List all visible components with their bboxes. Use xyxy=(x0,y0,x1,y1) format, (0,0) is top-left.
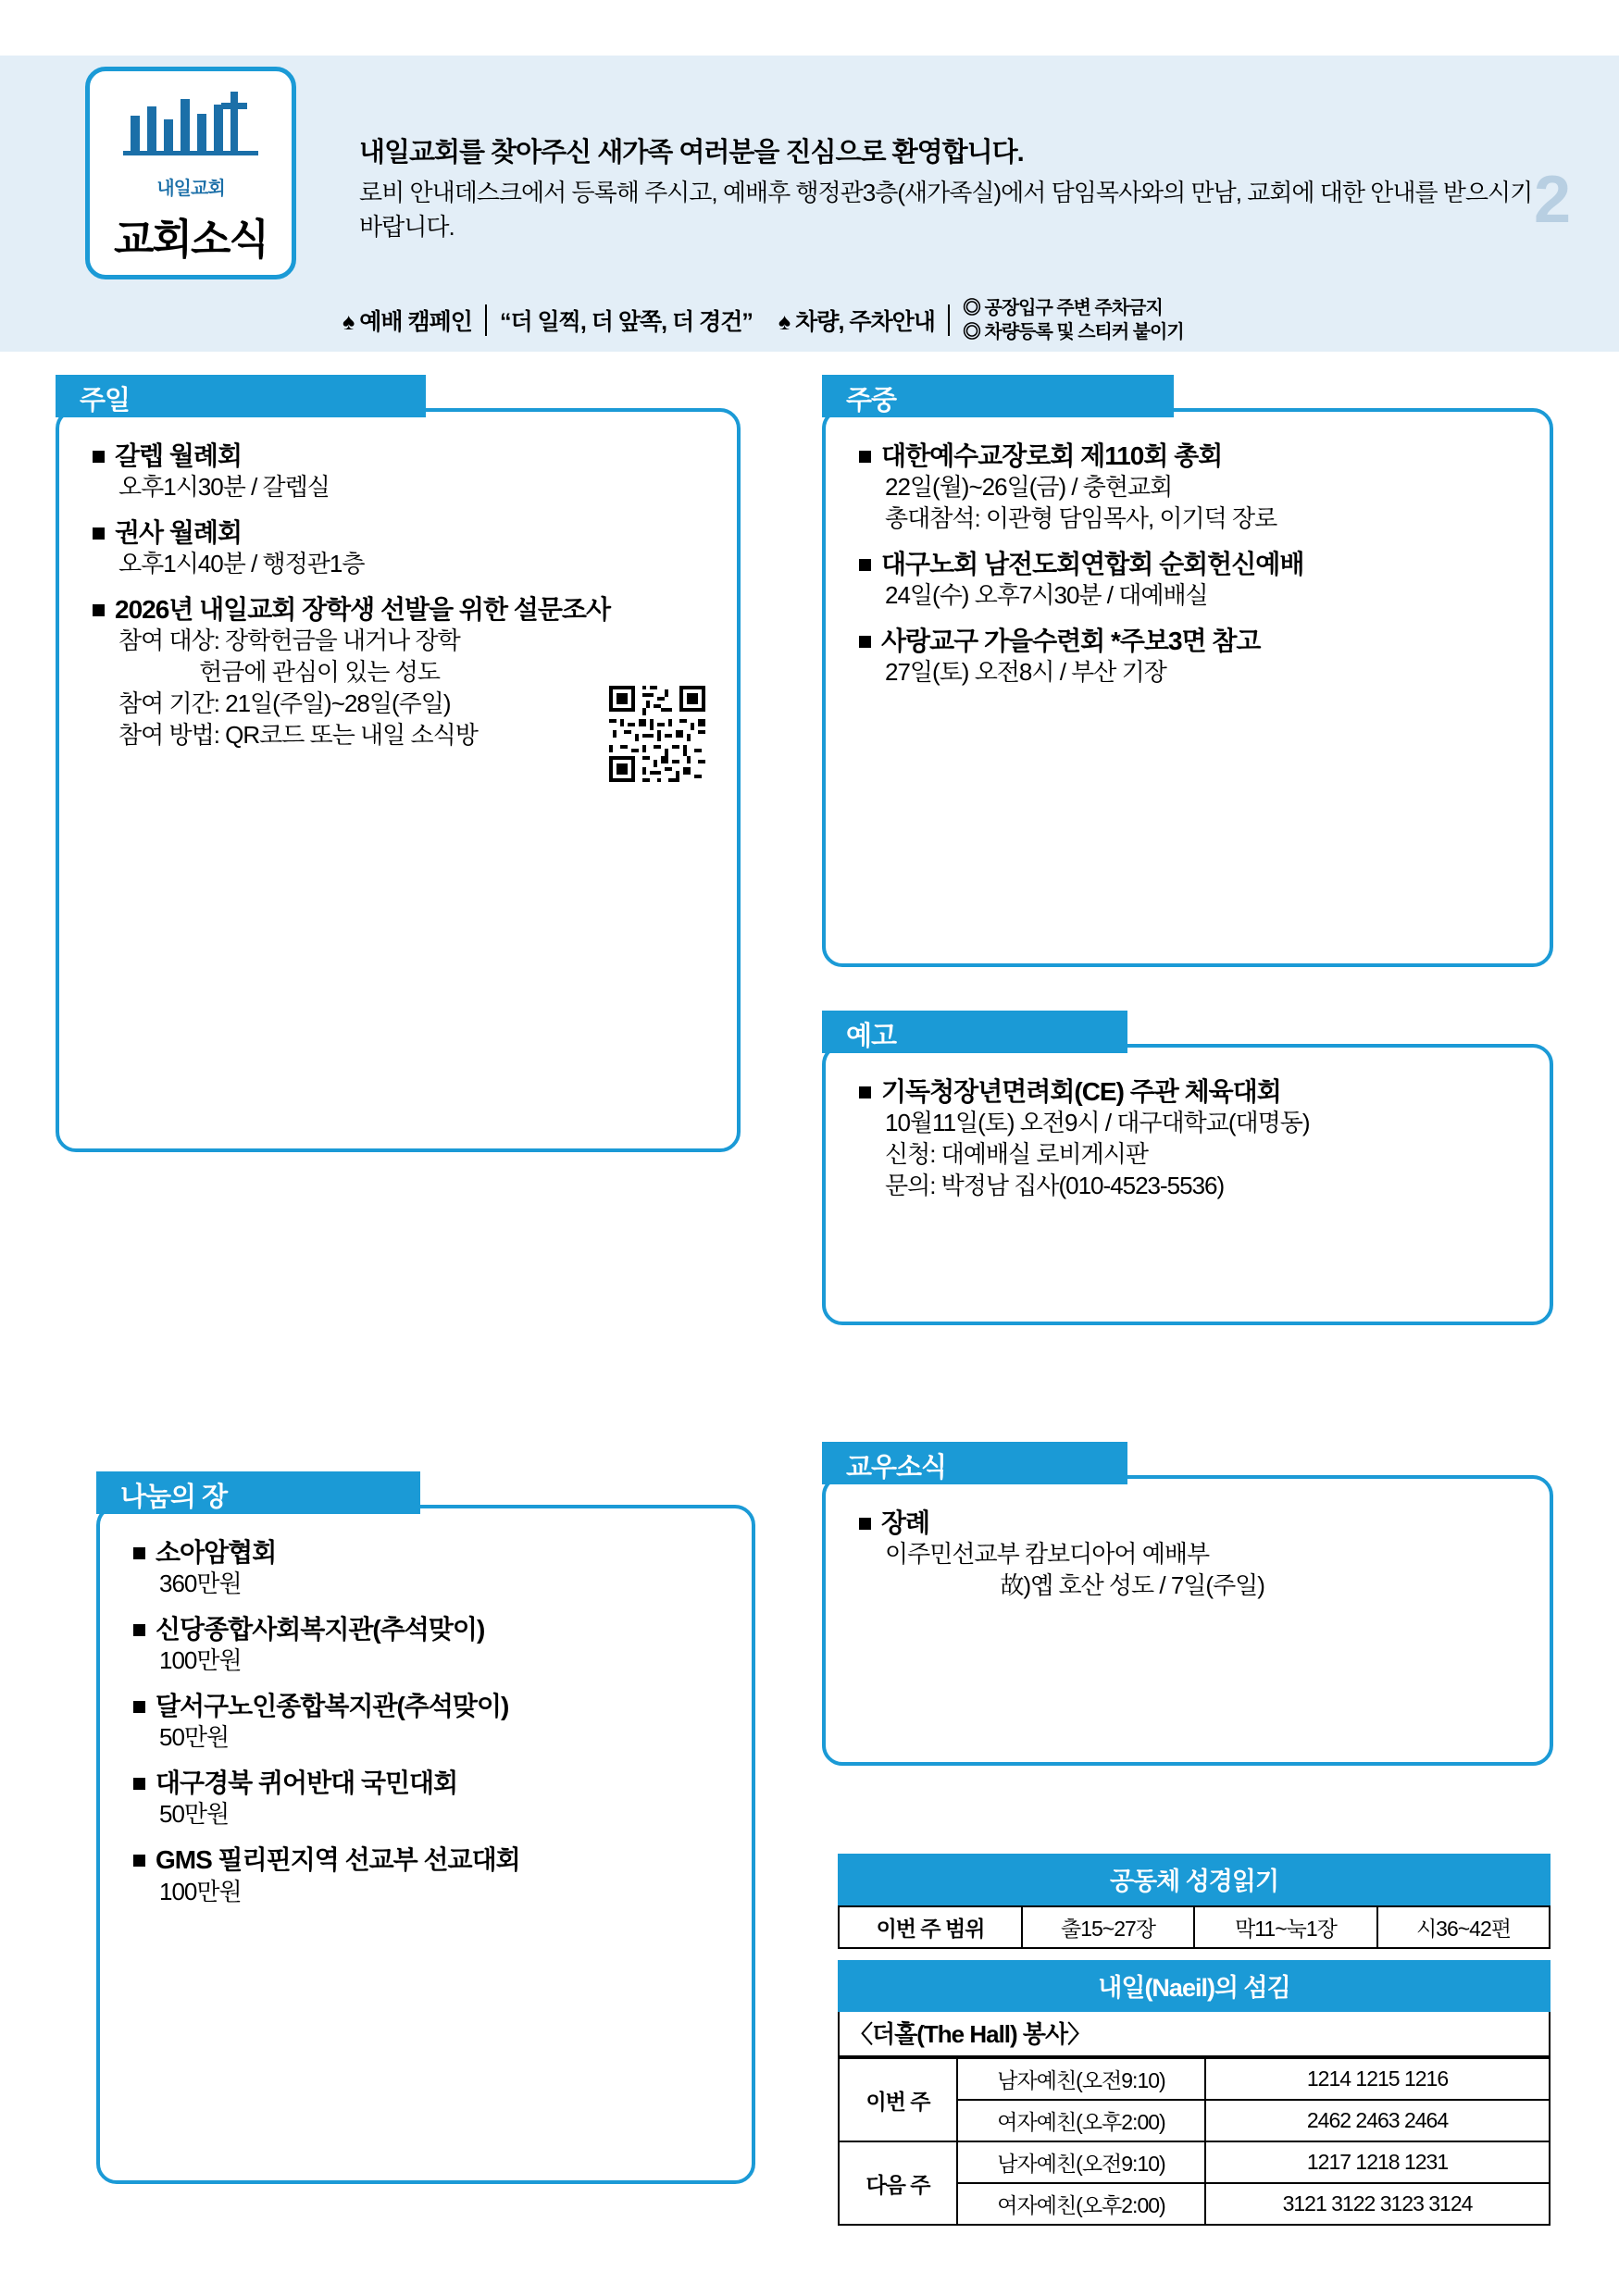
serve-service-2: 여자예친(오후2:00) xyxy=(957,2100,1205,2141)
list-item-title: 장례 xyxy=(857,1507,1526,1539)
list-item-detail: 이주민선교부 캄보디아어 예배부 xyxy=(885,1540,1210,1569)
parking-note-1: ◎ 공장입구 주변 주차금지 xyxy=(962,298,1163,318)
qr-code-icon[interactable] xyxy=(609,686,705,782)
section-notice xyxy=(822,1011,1553,1325)
list-item-detail: 50만원 xyxy=(159,1723,230,1752)
list-item-detail: 故)옙 호산 성도 / 7일(주일) xyxy=(885,1571,1264,1600)
list-item-detail: 24일(수) 오후7시30분 / 대예배실 xyxy=(885,581,1208,610)
section-members-title: 교우소식 xyxy=(822,1442,1127,1484)
section-sunday xyxy=(56,375,741,1152)
bible-cell-1: 출15~27장 xyxy=(1022,1906,1194,1948)
section-weekday xyxy=(822,375,1553,967)
list-item-detail: 참여 기간: 21일(주일)~28일(주일) xyxy=(118,689,451,717)
logo-mark-icon xyxy=(90,88,292,173)
list-item-detail: 오후1시30분 / 갈렙실 xyxy=(118,473,330,502)
section-sunday-title: 주일 xyxy=(56,375,426,417)
list-item-title: 기독청장년면려회(CE) 주관 체육대회 xyxy=(857,1075,1526,1108)
section-weekday-title: 주중 xyxy=(822,375,1174,417)
campaign-label: ♠ 예배 캠페인 xyxy=(342,309,472,336)
list-item-detail: 신청: 대예배실 로비게시판 xyxy=(885,1140,1148,1169)
list-item-detail: 27일(토) 오전8시 / 부산 기장 xyxy=(885,658,1166,687)
list-item-title: 소아암협회 xyxy=(131,1536,728,1569)
section-notice-title: 예고 xyxy=(822,1011,1127,1053)
bible-reading-table xyxy=(838,1854,1551,1949)
section-sunday-body xyxy=(56,408,741,1152)
list-item-detail: 100만원 xyxy=(159,1877,242,1905)
list-item xyxy=(857,548,1526,612)
section-members xyxy=(822,1442,1553,1766)
list-item-detail: 참여 방법: QR코드 또는 내일 소식방 xyxy=(118,720,478,749)
list-item xyxy=(91,440,713,503)
list-item xyxy=(91,516,713,580)
list-item-title: 사랑교구 가을수련회 *주보3면 참고 xyxy=(857,625,1526,657)
list-item-title: GMS 필리핀지역 선교부 선교대회 xyxy=(131,1843,728,1876)
welcome-block xyxy=(359,131,1535,244)
weekday-items xyxy=(826,412,1550,689)
serve-week-this: 이번 주 xyxy=(839,2058,957,2141)
notice-items xyxy=(826,1048,1550,1202)
serve-table xyxy=(838,1960,1551,2226)
serve-service-3: 남자예친(오전9:10) xyxy=(957,2141,1205,2183)
list-item-title: 대구노회 남전도회연합회 순회헌신예배 xyxy=(857,548,1526,580)
serve-title: 내일(Naeil)의 섬김 xyxy=(838,1960,1551,2012)
list-item xyxy=(131,1613,728,1677)
section-sharing-body xyxy=(96,1505,755,2184)
bible-cell-3: 시36~42편 xyxy=(1377,1906,1550,1948)
list-item xyxy=(857,1075,1526,1202)
church-building-icon xyxy=(103,88,279,173)
serve-grid xyxy=(838,2057,1551,2226)
list-item-detail: 헌금에 관심이 있는 성도 xyxy=(118,658,440,687)
bible-reading-title: 공동체 성경읽기 xyxy=(838,1854,1551,1905)
list-item xyxy=(131,1536,728,1600)
parking-note-2: ◎ 차량등록 및 스티커 붙이기 xyxy=(962,322,1184,343)
list-item-title: 신당종합사회복지관(추석맞이) xyxy=(131,1613,728,1645)
list-item-detail: 10월11일(토) 오전9시 / 대구대학교(대명동) xyxy=(885,1109,1310,1137)
welcome-body: 로비 안내데스크에서 등록해 주시고, 예배후 행정관3층(새가족실)에서 담임목사와의 만남, 교회에 대한 안내를 받으시기 바랍니다. xyxy=(359,179,1533,241)
list-item-title: 대한예수교장로회 제110회 총회 xyxy=(857,440,1526,472)
serve-numbers-1: 1214 1215 1216 xyxy=(1205,2058,1550,2100)
list-item-detail: 360만원 xyxy=(159,1570,242,1598)
divider xyxy=(485,304,487,336)
list-item xyxy=(131,1767,728,1831)
sharing-items xyxy=(100,1508,752,1907)
list-item xyxy=(857,440,1526,535)
serve-numbers-4: 3121 3122 3123 3124 xyxy=(1205,2183,1550,2225)
section-sharing xyxy=(96,1471,755,2184)
bible-row-label: 이번 주 범위 xyxy=(839,1906,1022,1948)
parking-label: ♠ 차량, 주차안내 xyxy=(778,309,935,336)
page-number: 2 xyxy=(1533,163,1571,237)
serve-service-1: 남자예친(오전9:10) xyxy=(957,2058,1205,2100)
bible-reading-grid xyxy=(838,1905,1551,1949)
serve-service-4: 여자예친(오후2:00) xyxy=(957,2183,1205,2225)
campaign-text: “더 일찍, 더 앞쪽, 더 경건” xyxy=(499,309,753,336)
list-item-title: 2026년 내일교회 장학생 선발을 위한 설문조사 xyxy=(91,593,713,626)
table-row xyxy=(839,2141,1550,2183)
section-weekday-body xyxy=(822,408,1553,967)
divider xyxy=(948,304,950,336)
table-row xyxy=(839,2058,1550,2100)
serve-numbers-2: 2462 2463 2464 xyxy=(1205,2100,1550,2141)
list-item-detail: 문의: 박정남 집사(010-4523-5536) xyxy=(885,1171,1225,1199)
section-sharing-title: 나눔의 장 xyxy=(96,1471,420,1514)
list-item-detail: 100만원 xyxy=(159,1646,242,1675)
list-item-title: 권사 월례회 xyxy=(91,516,713,549)
list-item-detail: 참여 대상: 장학헌금을 내거나 장학 xyxy=(118,627,460,655)
list-item xyxy=(131,1690,728,1754)
table-row xyxy=(839,1906,1550,1948)
list-item xyxy=(857,1507,1526,1602)
list-item xyxy=(131,1843,728,1907)
list-item-detail: 50만원 xyxy=(159,1800,230,1829)
serve-week-next: 다음 주 xyxy=(839,2141,957,2225)
logo-subtitle: 내일교회 xyxy=(156,179,225,199)
list-item xyxy=(857,625,1526,689)
list-item-detail: 오후1시40분 / 행정관1층 xyxy=(118,550,365,578)
serve-numbers-3: 1217 1218 1231 xyxy=(1205,2141,1550,2183)
bible-cell-2: 막11~눅1장 xyxy=(1194,1906,1377,1948)
serve-subtitle: 〈더홀(The Hall) 봉사〉 xyxy=(838,2012,1551,2057)
church-logo xyxy=(85,67,296,279)
members-items xyxy=(826,1479,1550,1602)
section-members-body xyxy=(822,1475,1553,1766)
parking-notes xyxy=(963,296,1184,345)
logo-title: 교회소식 xyxy=(114,216,268,263)
welcome-title: 내일교회를 찾아주신 새가족 여러분을 진심으로 환영합니다. xyxy=(359,138,1024,168)
list-item-title: 달서구노인종합복지관(추석맞이) xyxy=(131,1690,728,1722)
section-notice-body xyxy=(822,1044,1553,1325)
list-item-detail: 22일(월)~26일(금) / 충현교회 xyxy=(885,473,1173,502)
list-item-detail: 총대참석: 이관형 담임목사, 이기덕 장로 xyxy=(885,504,1277,533)
list-item-title: 대구경북 퀴어반대 국민대회 xyxy=(131,1767,728,1799)
campaign-row xyxy=(342,296,1537,345)
list-item-title: 갈렙 월례회 xyxy=(91,440,713,472)
